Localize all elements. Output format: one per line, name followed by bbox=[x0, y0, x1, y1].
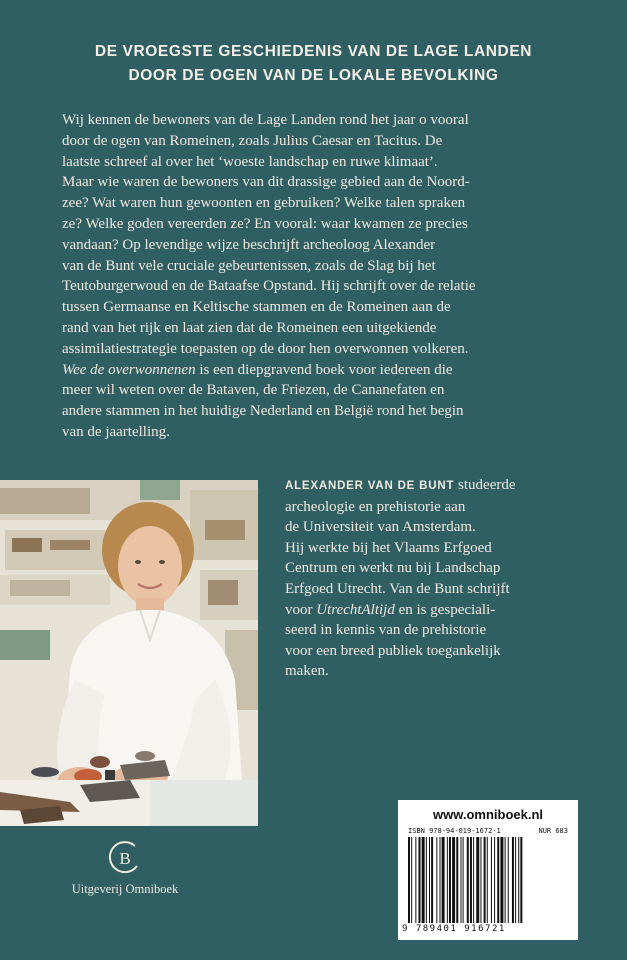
barcode-bar bbox=[520, 837, 522, 923]
omniboek-logo-icon bbox=[105, 838, 145, 878]
bio-line: Erfgoed Utrecht. Van de Bunt schrijft bbox=[285, 580, 510, 597]
bio-line: voor een breed publiek toegankelijk bbox=[285, 642, 501, 659]
headline bbox=[0, 40, 627, 88]
blurb-line: vandaan? Op levendige wijze beschrijft archeoloog Alexander bbox=[62, 236, 436, 253]
blurb-line: van de jaartelling. bbox=[62, 423, 170, 440]
blurb-line-rest: is een diepgravend boek voor iedereen die bbox=[195, 361, 453, 378]
barcode-bar bbox=[408, 837, 410, 923]
publisher-name: Uitgeverij Omniboek bbox=[71, 882, 179, 896]
barcode-bar bbox=[440, 837, 441, 923]
blurb-line: door de ogen van Romeinen, zoals Julius Caesar en Tacitus. De bbox=[62, 132, 443, 149]
barcode-bar bbox=[429, 837, 430, 923]
barcode-panel bbox=[398, 800, 578, 940]
barcode-bar bbox=[467, 837, 469, 923]
barcode-bar bbox=[431, 837, 433, 923]
bio-line-rest: en is gespeciali- bbox=[394, 601, 496, 618]
barcode-bar bbox=[422, 837, 425, 923]
bio-line bbox=[285, 600, 605, 621]
bio-line: seerd in kennis van de prehistorie bbox=[285, 622, 487, 639]
barcode-bar bbox=[500, 837, 503, 923]
blurb-line: ze? Welke goden vereerden ze? En vooral: waar kwamen ze precies bbox=[62, 215, 468, 232]
bio-line-pre: voor bbox=[285, 601, 317, 618]
isbn-text: ISBN 978-94-019-1672-1 bbox=[408, 827, 501, 835]
publisher-logo bbox=[55, 838, 195, 918]
blurb-line: meer wil weten over de Bataven, de Friezen, de Cananefaten en bbox=[62, 382, 445, 399]
utrechtaltijd-italic: UtrechtAltijd bbox=[316, 601, 395, 618]
barcode-bar bbox=[473, 837, 474, 923]
barcode-bar bbox=[512, 837, 514, 923]
book-title-italic: Wee de overwonnenen bbox=[62, 361, 196, 378]
author-photo-illustration bbox=[0, 480, 258, 826]
barcode-bar bbox=[518, 837, 519, 923]
barcode-bar bbox=[411, 837, 412, 923]
headline-line-2: DOOR DE OGEN VAN DE LOKALE BEVOLKING bbox=[128, 67, 499, 84]
bio-line: maken. bbox=[285, 663, 329, 680]
author-photo bbox=[0, 480, 258, 826]
barcode-bar bbox=[415, 837, 416, 923]
barcode-bar bbox=[449, 837, 451, 923]
blurb-line bbox=[62, 360, 582, 381]
barcode-bar bbox=[461, 837, 462, 923]
barcode-bar bbox=[487, 837, 488, 923]
blurb-line: Teutoburgerwoud en de Bataafse Opstand. Hij schrijft over de relatie bbox=[62, 278, 476, 295]
headline-line-1: DE VROEGSTE GESCHIEDENIS VAN DE LAGE LANDEN bbox=[94, 43, 533, 60]
isbn-line bbox=[408, 827, 568, 835]
barcode-bar bbox=[497, 837, 499, 923]
blurb-text bbox=[62, 110, 582, 443]
author-name: ALEXANDER VAN DE BUNT bbox=[285, 480, 455, 492]
bio-line bbox=[285, 475, 605, 497]
author-bio bbox=[285, 475, 605, 682]
barcode-bar bbox=[494, 837, 495, 923]
barcode-bar bbox=[452, 837, 455, 923]
barcode-bar bbox=[484, 837, 486, 923]
barcode-bar bbox=[480, 837, 481, 923]
barcode-bar bbox=[508, 837, 509, 923]
barcode-bar bbox=[419, 837, 421, 923]
blurb-line: assimilatiestrategie toepasten op de door hen overwonnen volkeren. bbox=[62, 340, 469, 357]
barcode-digits: 9 789401 916721 bbox=[402, 924, 506, 934]
bio-line: Hij werkte bij het Vlaams Erfgoed bbox=[285, 539, 492, 556]
svg-text:B: B bbox=[119, 849, 131, 868]
barcode-bar bbox=[442, 837, 445, 923]
barcode-bar bbox=[491, 837, 492, 923]
barcode-bar bbox=[470, 837, 472, 923]
barcode-bar bbox=[436, 837, 437, 923]
bio-line: archeologie en prehistorie aan bbox=[285, 498, 466, 515]
blurb-line: rand van het rijk en laat zien dat de Romeinen een uitgekiende bbox=[62, 319, 437, 336]
bio-line: de Universiteit van Amsterdam. bbox=[285, 519, 476, 536]
bio-line: Centrum en werkt nu bij Landschap bbox=[285, 560, 501, 577]
barcode-bar bbox=[447, 837, 448, 923]
barcode-bar bbox=[476, 837, 479, 923]
barcode-bar bbox=[456, 837, 458, 923]
blurb-line: van de Bunt vele cruciale gebeurtenissen, zoals de Slag bij het bbox=[62, 257, 436, 274]
blurb-line: Maar wie waren de bewoners van dit drassige gebied aan de Noord- bbox=[62, 174, 470, 191]
barcode-bar bbox=[463, 837, 464, 923]
barcode-icon bbox=[408, 837, 568, 923]
barcode-bar bbox=[426, 837, 427, 923]
blurb-line: zee? Wat waren hun gewoonten en gebruiken? Welke talen spraken bbox=[62, 195, 466, 212]
blurb-line: tussen Germaanse en Keltische stammen en de Romeinen aan de bbox=[62, 299, 451, 316]
publisher-url: www.omniboek.nl bbox=[432, 807, 544, 822]
blurb-line: andere stammen in het huidige Nederland en België rond het begin bbox=[62, 403, 464, 420]
bio-line-rest: studeerde bbox=[454, 477, 516, 493]
barcode-bar bbox=[515, 837, 516, 923]
barcode-bar bbox=[505, 837, 506, 923]
blurb-line: laatste schreef al over het ‘woeste landschap en ruwe klimaat’. bbox=[62, 153, 438, 170]
blurb-line: Wij kennen de bewoners van de Lage Landen rond het jaar o vooral bbox=[62, 112, 469, 128]
nur-text: NUR 683 bbox=[538, 827, 568, 835]
